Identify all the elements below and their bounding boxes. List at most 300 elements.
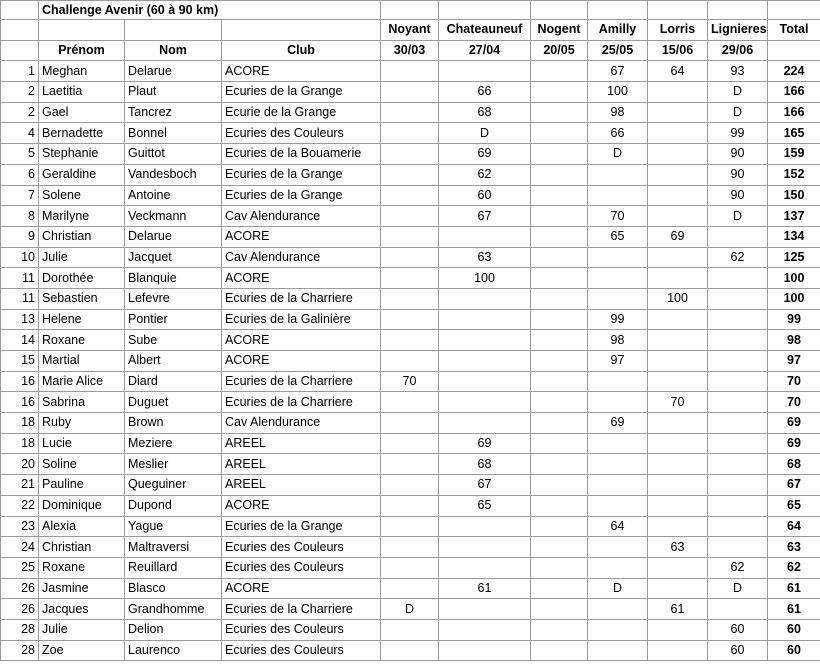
score-cell[interactable] xyxy=(531,82,588,103)
total-cell[interactable]: 165 xyxy=(768,123,820,144)
rank-cell[interactable]: 4 xyxy=(1,123,39,144)
nom-cell[interactable]: Delarue xyxy=(125,61,222,82)
empty-cell[interactable] xyxy=(125,20,222,41)
score-cell[interactable]: 69 xyxy=(588,413,648,434)
score-cell[interactable]: 64 xyxy=(648,61,708,82)
club-cell[interactable]: ACORE xyxy=(222,330,381,351)
prenom-cell[interactable]: Helene xyxy=(39,309,125,330)
nom-cell[interactable]: Tancrez xyxy=(125,102,222,123)
rank-cell[interactable]: 28 xyxy=(1,619,39,640)
score-cell[interactable] xyxy=(708,599,768,620)
score-cell[interactable] xyxy=(531,247,588,268)
prenom-cell[interactable]: Solene xyxy=(39,185,125,206)
score-cell[interactable]: 100 xyxy=(588,82,648,103)
score-cell[interactable]: D xyxy=(588,578,648,599)
score-cell[interactable] xyxy=(648,640,708,661)
total-cell[interactable]: 61 xyxy=(768,599,820,620)
rank-cell[interactable]: 11 xyxy=(1,288,39,309)
score-cell[interactable] xyxy=(588,454,648,475)
empty-cell[interactable] xyxy=(439,1,531,20)
score-cell[interactable]: 63 xyxy=(439,247,531,268)
score-cell[interactable] xyxy=(648,495,708,516)
score-cell[interactable] xyxy=(531,578,588,599)
rank-cell[interactable]: 24 xyxy=(1,537,39,558)
rank-cell[interactable]: 7 xyxy=(1,185,39,206)
score-cell[interactable]: D xyxy=(439,123,531,144)
club-cell[interactable]: Ecuries des Couleurs xyxy=(222,123,381,144)
score-cell[interactable] xyxy=(381,309,439,330)
score-cell[interactable] xyxy=(648,371,708,392)
rank-cell[interactable]: 15 xyxy=(1,351,39,372)
score-cell[interactable] xyxy=(439,392,531,413)
score-cell[interactable] xyxy=(381,123,439,144)
event-date[interactable]: 20/05 xyxy=(531,40,588,61)
prenom-cell[interactable]: Soline xyxy=(39,454,125,475)
score-cell[interactable] xyxy=(531,495,588,516)
score-cell[interactable] xyxy=(648,413,708,434)
club-cell[interactable]: Cav Alendurance xyxy=(222,413,381,434)
total-header[interactable]: Total xyxy=(768,20,820,41)
prenom-cell[interactable]: Dominique xyxy=(39,495,125,516)
total-cell[interactable]: 69 xyxy=(768,433,820,454)
club-cell[interactable]: Cav Alendurance xyxy=(222,247,381,268)
total-cell[interactable]: 224 xyxy=(768,61,820,82)
total-cell[interactable]: 134 xyxy=(768,226,820,247)
score-cell[interactable] xyxy=(588,640,648,661)
total-cell[interactable]: 150 xyxy=(768,185,820,206)
score-cell[interactable]: 100 xyxy=(439,268,531,289)
score-cell[interactable]: 90 xyxy=(708,164,768,185)
score-cell[interactable] xyxy=(439,309,531,330)
nom-cell[interactable]: Jacquet xyxy=(125,247,222,268)
score-cell[interactable] xyxy=(648,619,708,640)
score-cell[interactable] xyxy=(531,164,588,185)
score-cell[interactable] xyxy=(708,330,768,351)
total-cell[interactable]: 61 xyxy=(768,578,820,599)
score-cell[interactable] xyxy=(531,351,588,372)
score-cell[interactable]: 67 xyxy=(439,206,531,227)
score-cell[interactable] xyxy=(381,557,439,578)
total-cell[interactable]: 60 xyxy=(768,619,820,640)
score-cell[interactable]: 63 xyxy=(648,537,708,558)
prenom-cell[interactable]: Dorothée xyxy=(39,268,125,289)
total-cell[interactable]: 62 xyxy=(768,557,820,578)
score-cell[interactable] xyxy=(648,82,708,103)
score-cell[interactable] xyxy=(439,557,531,578)
nom-cell[interactable]: Sube xyxy=(125,330,222,351)
score-cell[interactable] xyxy=(439,371,531,392)
nom-cell[interactable]: Delion xyxy=(125,619,222,640)
nom-cell[interactable]: Bonnel xyxy=(125,123,222,144)
score-cell[interactable] xyxy=(708,288,768,309)
score-cell[interactable] xyxy=(381,61,439,82)
club-cell[interactable]: Ecuries de la Galinière xyxy=(222,309,381,330)
score-cell[interactable] xyxy=(588,475,648,496)
event-date[interactable]: 30/03 xyxy=(381,40,439,61)
score-cell[interactable]: 69 xyxy=(648,226,708,247)
total-cell[interactable]: 166 xyxy=(768,82,820,103)
score-cell[interactable]: 90 xyxy=(708,144,768,165)
score-cell[interactable] xyxy=(381,454,439,475)
nom-cell[interactable]: Vandesboch xyxy=(125,164,222,185)
score-cell[interactable]: D xyxy=(588,144,648,165)
rank-cell[interactable]: 23 xyxy=(1,516,39,537)
score-cell[interactable] xyxy=(439,640,531,661)
score-cell[interactable] xyxy=(648,206,708,227)
club-cell[interactable]: Ecuries de la Bouamerie xyxy=(222,144,381,165)
club-cell[interactable]: Ecuries de la Charriere xyxy=(222,288,381,309)
score-cell[interactable] xyxy=(381,330,439,351)
score-cell[interactable] xyxy=(708,309,768,330)
score-cell[interactable] xyxy=(531,268,588,289)
score-cell[interactable] xyxy=(381,185,439,206)
score-cell[interactable] xyxy=(588,371,648,392)
score-cell[interactable] xyxy=(708,351,768,372)
rank-cell[interactable]: 2 xyxy=(1,102,39,123)
score-cell[interactable] xyxy=(381,144,439,165)
score-cell[interactable] xyxy=(531,640,588,661)
nom-cell[interactable]: Plaut xyxy=(125,82,222,103)
score-cell[interactable] xyxy=(439,351,531,372)
score-cell[interactable] xyxy=(648,102,708,123)
score-cell[interactable]: 99 xyxy=(588,309,648,330)
nom-cell[interactable]: Queguiner xyxy=(125,475,222,496)
score-cell[interactable]: 97 xyxy=(588,351,648,372)
prenom-cell[interactable]: Christian xyxy=(39,226,125,247)
score-cell[interactable]: 62 xyxy=(708,247,768,268)
score-cell[interactable] xyxy=(708,516,768,537)
total-cell[interactable]: 137 xyxy=(768,206,820,227)
score-cell[interactable] xyxy=(648,578,708,599)
rank-cell[interactable]: 16 xyxy=(1,371,39,392)
nom-cell[interactable]: Guittot xyxy=(125,144,222,165)
score-cell[interactable]: D xyxy=(381,599,439,620)
score-cell[interactable] xyxy=(531,185,588,206)
event-name[interactable]: Amilly xyxy=(588,20,648,41)
prenom-cell[interactable]: Sabrina xyxy=(39,392,125,413)
score-cell[interactable] xyxy=(708,454,768,475)
score-cell[interactable] xyxy=(588,392,648,413)
score-cell[interactable] xyxy=(531,226,588,247)
score-cell[interactable] xyxy=(648,144,708,165)
score-cell[interactable] xyxy=(648,516,708,537)
club-cell[interactable]: Cav Alendurance xyxy=(222,206,381,227)
score-cell[interactable] xyxy=(381,288,439,309)
nom-cell[interactable]: Dupond xyxy=(125,495,222,516)
score-cell[interactable] xyxy=(531,288,588,309)
prenom-cell[interactable]: Jasmine xyxy=(39,578,125,599)
score-cell[interactable] xyxy=(708,268,768,289)
score-cell[interactable] xyxy=(531,309,588,330)
score-cell[interactable]: 65 xyxy=(439,495,531,516)
score-cell[interactable] xyxy=(439,413,531,434)
score-cell[interactable] xyxy=(648,433,708,454)
club-cell[interactable]: Ecuries de la Charriere xyxy=(222,392,381,413)
club-cell[interactable]: ACORE xyxy=(222,578,381,599)
score-cell[interactable]: 90 xyxy=(708,185,768,206)
empty-cell[interactable] xyxy=(1,20,39,41)
score-cell[interactable]: 60 xyxy=(439,185,531,206)
sheet-title[interactable]: Challenge Avenir (60 à 90 km) xyxy=(39,1,381,20)
score-cell[interactable] xyxy=(439,61,531,82)
score-cell[interactable]: 68 xyxy=(439,102,531,123)
total-cell[interactable]: 70 xyxy=(768,392,820,413)
prenom-cell[interactable]: Christian xyxy=(39,537,125,558)
score-cell[interactable]: 60 xyxy=(708,640,768,661)
total-cell[interactable]: 98 xyxy=(768,330,820,351)
score-cell[interactable] xyxy=(439,619,531,640)
rank-cell[interactable]: 16 xyxy=(1,392,39,413)
score-cell[interactable]: 99 xyxy=(708,123,768,144)
rank-cell[interactable]: 11 xyxy=(1,268,39,289)
score-cell[interactable] xyxy=(531,537,588,558)
nom-header[interactable]: Nom xyxy=(125,40,222,61)
nom-cell[interactable]: Veckmann xyxy=(125,206,222,227)
score-cell[interactable] xyxy=(531,433,588,454)
empty-cell[interactable] xyxy=(381,1,439,20)
prenom-cell[interactable]: Bernadette xyxy=(39,123,125,144)
empty-cell[interactable] xyxy=(708,1,768,20)
rank-cell[interactable]: 13 xyxy=(1,309,39,330)
prenom-header[interactable]: Prénom xyxy=(39,40,125,61)
event-name[interactable]: Lorris xyxy=(648,20,708,41)
rank-cell[interactable]: 25 xyxy=(1,557,39,578)
score-cell[interactable]: 64 xyxy=(588,516,648,537)
prenom-cell[interactable]: Alexia xyxy=(39,516,125,537)
nom-cell[interactable]: Blasco xyxy=(125,578,222,599)
club-cell[interactable]: ACORE xyxy=(222,495,381,516)
rank-cell[interactable]: 26 xyxy=(1,578,39,599)
rank-cell[interactable]: 10 xyxy=(1,247,39,268)
score-cell[interactable]: 61 xyxy=(439,578,531,599)
prenom-cell[interactable]: Ruby xyxy=(39,413,125,434)
score-cell[interactable] xyxy=(381,516,439,537)
score-cell[interactable] xyxy=(381,164,439,185)
score-cell[interactable] xyxy=(531,102,588,123)
rank-cell[interactable]: 26 xyxy=(1,599,39,620)
nom-cell[interactable]: Yague xyxy=(125,516,222,537)
club-cell[interactable]: Ecuries de la Charriere xyxy=(222,371,381,392)
rank-cell[interactable]: 21 xyxy=(1,475,39,496)
rank-cell[interactable]: 8 xyxy=(1,206,39,227)
score-cell[interactable]: 60 xyxy=(708,619,768,640)
score-cell[interactable] xyxy=(381,226,439,247)
score-cell[interactable] xyxy=(531,619,588,640)
score-cell[interactable]: 98 xyxy=(588,102,648,123)
score-cell[interactable] xyxy=(531,392,588,413)
score-cell[interactable] xyxy=(531,206,588,227)
club-cell[interactable]: AREEL xyxy=(222,454,381,475)
score-cell[interactable] xyxy=(588,268,648,289)
club-cell[interactable]: Ecuries des Couleurs xyxy=(222,619,381,640)
score-cell[interactable] xyxy=(588,288,648,309)
event-date[interactable]: 29/06 xyxy=(708,40,768,61)
score-cell[interactable] xyxy=(381,640,439,661)
score-cell[interactable] xyxy=(648,475,708,496)
rank-cell[interactable]: 14 xyxy=(1,330,39,351)
prenom-cell[interactable]: Julie xyxy=(39,247,125,268)
score-cell[interactable] xyxy=(381,495,439,516)
score-cell[interactable] xyxy=(439,330,531,351)
score-cell[interactable] xyxy=(531,454,588,475)
empty-cell[interactable] xyxy=(531,1,588,20)
score-cell[interactable] xyxy=(648,164,708,185)
nom-cell[interactable]: Grandhomme xyxy=(125,599,222,620)
score-cell[interactable] xyxy=(588,619,648,640)
score-cell[interactable] xyxy=(648,185,708,206)
rank-cell[interactable]: 28 xyxy=(1,640,39,661)
score-cell[interactable] xyxy=(588,495,648,516)
nom-cell[interactable]: Reuillard xyxy=(125,557,222,578)
empty-cell[interactable] xyxy=(768,1,820,20)
score-cell[interactable] xyxy=(648,454,708,475)
score-cell[interactable] xyxy=(531,516,588,537)
total-cell[interactable]: 68 xyxy=(768,454,820,475)
club-cell[interactable]: ACORE xyxy=(222,226,381,247)
club-cell[interactable]: ACORE xyxy=(222,268,381,289)
score-cell[interactable] xyxy=(531,557,588,578)
club-cell[interactable]: Ecurie de la Grange xyxy=(222,102,381,123)
score-cell[interactable] xyxy=(588,537,648,558)
prenom-cell[interactable]: Geraldine xyxy=(39,164,125,185)
score-cell[interactable] xyxy=(588,557,648,578)
nom-cell[interactable]: Pontier xyxy=(125,309,222,330)
prenom-cell[interactable]: Stephanie xyxy=(39,144,125,165)
rank-cell[interactable]: 18 xyxy=(1,413,39,434)
prenom-cell[interactable]: Sebastien xyxy=(39,288,125,309)
score-cell[interactable] xyxy=(708,371,768,392)
score-cell[interactable] xyxy=(381,619,439,640)
prenom-cell[interactable]: Laetitia xyxy=(39,82,125,103)
total-cell[interactable]: 69 xyxy=(768,413,820,434)
score-cell[interactable]: 70 xyxy=(648,392,708,413)
empty-cell[interactable] xyxy=(1,40,39,61)
prenom-cell[interactable]: Meghan xyxy=(39,61,125,82)
club-cell[interactable]: AREEL xyxy=(222,475,381,496)
score-cell[interactable] xyxy=(439,288,531,309)
prenom-cell[interactable]: Marie Alice xyxy=(39,371,125,392)
club-cell[interactable]: Ecuries des Couleurs xyxy=(222,557,381,578)
total-cell[interactable]: 70 xyxy=(768,371,820,392)
event-date[interactable]: 25/05 xyxy=(588,40,648,61)
score-cell[interactable] xyxy=(708,413,768,434)
score-cell[interactable] xyxy=(531,413,588,434)
score-cell[interactable] xyxy=(381,475,439,496)
score-cell[interactable]: 66 xyxy=(588,123,648,144)
score-cell[interactable] xyxy=(439,599,531,620)
prenom-cell[interactable]: Pauline xyxy=(39,475,125,496)
total-cell[interactable]: 60 xyxy=(768,640,820,661)
total-cell[interactable]: 67 xyxy=(768,475,820,496)
score-cell[interactable]: 62 xyxy=(439,164,531,185)
prenom-cell[interactable]: Roxane xyxy=(39,557,125,578)
nom-cell[interactable]: Diard xyxy=(125,371,222,392)
score-cell[interactable] xyxy=(531,144,588,165)
event-date[interactable]: 27/04 xyxy=(439,40,531,61)
score-cell[interactable]: 69 xyxy=(439,144,531,165)
score-cell[interactable] xyxy=(381,537,439,558)
total-cell[interactable]: 63 xyxy=(768,537,820,558)
score-cell[interactable]: 61 xyxy=(648,599,708,620)
rank-cell[interactable]: 2 xyxy=(1,82,39,103)
rank-cell[interactable]: 1 xyxy=(1,61,39,82)
score-cell[interactable]: D xyxy=(708,102,768,123)
club-cell[interactable]: AREEL xyxy=(222,433,381,454)
score-cell[interactable]: D xyxy=(708,82,768,103)
prenom-cell[interactable]: Gael xyxy=(39,102,125,123)
total-cell[interactable]: 152 xyxy=(768,164,820,185)
prenom-cell[interactable]: Julie xyxy=(39,619,125,640)
total-cell[interactable]: 159 xyxy=(768,144,820,165)
nom-cell[interactable]: Albert xyxy=(125,351,222,372)
score-cell[interactable] xyxy=(381,102,439,123)
club-cell[interactable]: Ecuries de la Grange xyxy=(222,82,381,103)
score-cell[interactable] xyxy=(531,330,588,351)
score-cell[interactable]: 66 xyxy=(439,82,531,103)
event-name[interactable]: Chateauneuf xyxy=(439,20,531,41)
score-cell[interactable]: 69 xyxy=(439,433,531,454)
event-name[interactable]: Nogent xyxy=(531,20,588,41)
score-cell[interactable] xyxy=(531,371,588,392)
nom-cell[interactable]: Antoine xyxy=(125,185,222,206)
score-cell[interactable] xyxy=(648,123,708,144)
club-cell[interactable]: ACORE xyxy=(222,351,381,372)
score-cell[interactable] xyxy=(708,495,768,516)
total-cell[interactable]: 64 xyxy=(768,516,820,537)
score-cell[interactable] xyxy=(648,247,708,268)
score-cell[interactable] xyxy=(381,392,439,413)
rank-cell[interactable]: 5 xyxy=(1,144,39,165)
total-cell[interactable]: 99 xyxy=(768,309,820,330)
nom-cell[interactable]: Lefevre xyxy=(125,288,222,309)
score-cell[interactable] xyxy=(588,164,648,185)
club-cell[interactable]: Ecuries de la Charriere xyxy=(222,599,381,620)
score-cell[interactable] xyxy=(381,578,439,599)
score-cell[interactable]: 98 xyxy=(588,330,648,351)
total-cell[interactable]: 125 xyxy=(768,247,820,268)
score-cell[interactable] xyxy=(531,61,588,82)
club-cell[interactable]: Ecuries de la Grange xyxy=(222,185,381,206)
score-cell[interactable] xyxy=(648,309,708,330)
score-cell[interactable] xyxy=(531,123,588,144)
prenom-cell[interactable]: Lucie xyxy=(39,433,125,454)
event-date[interactable]: 15/06 xyxy=(648,40,708,61)
rank-cell[interactable]: 6 xyxy=(1,164,39,185)
score-cell[interactable] xyxy=(381,413,439,434)
nom-cell[interactable]: Brown xyxy=(125,413,222,434)
score-cell[interactable] xyxy=(381,433,439,454)
rank-cell[interactable]: 20 xyxy=(1,454,39,475)
event-name[interactable]: Noyant xyxy=(381,20,439,41)
rank-cell[interactable]: 18 xyxy=(1,433,39,454)
score-cell[interactable]: 68 xyxy=(439,454,531,475)
total-cell[interactable]: 100 xyxy=(768,268,820,289)
score-cell[interactable] xyxy=(648,351,708,372)
score-cell[interactable] xyxy=(648,268,708,289)
score-cell[interactable] xyxy=(439,537,531,558)
nom-cell[interactable]: Maltraversi xyxy=(125,537,222,558)
score-cell[interactable] xyxy=(648,557,708,578)
total-cell[interactable]: 65 xyxy=(768,495,820,516)
score-cell[interactable] xyxy=(708,537,768,558)
club-cell[interactable]: Ecuries des Couleurs xyxy=(222,537,381,558)
score-cell[interactable] xyxy=(531,475,588,496)
score-cell[interactable] xyxy=(708,475,768,496)
score-cell[interactable]: 65 xyxy=(588,226,648,247)
rank-cell[interactable]: 9 xyxy=(1,226,39,247)
nom-cell[interactable]: Laurenco xyxy=(125,640,222,661)
score-cell[interactable] xyxy=(439,516,531,537)
